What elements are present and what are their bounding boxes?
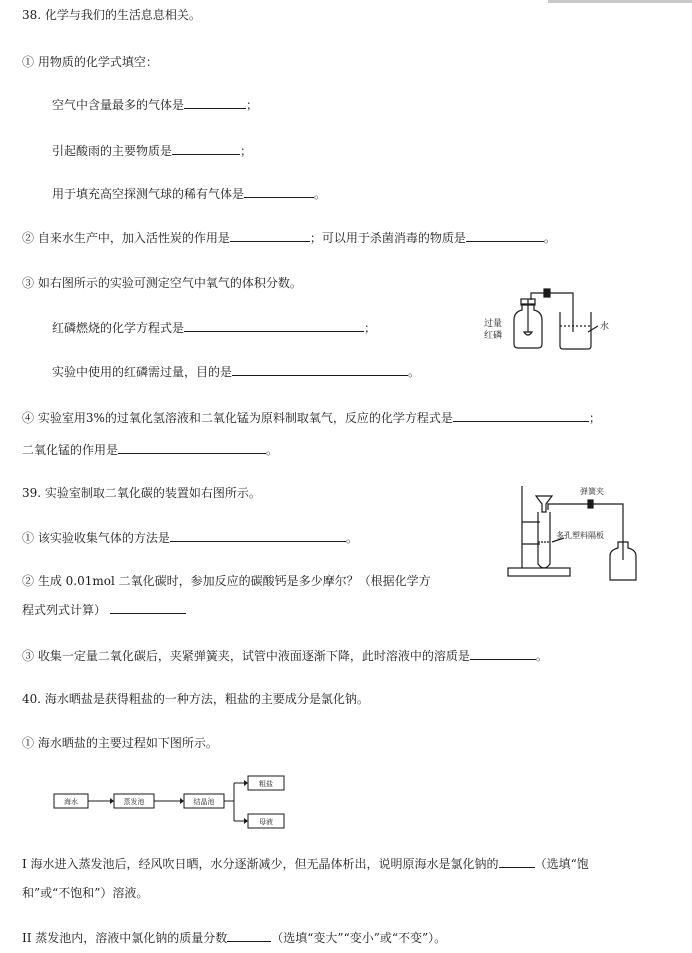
q39-part2b <box>22 602 186 617</box>
q38-part1a-text: 空气中含量最多的气体是 <box>52 98 185 112</box>
flow-label-crude-salt: 粗盐 <box>259 780 273 788</box>
punct: 。 <box>345 531 358 545</box>
q39-part2b-text: 程式列式计算） <box>22 603 107 617</box>
flow-label-mother-liquor: 母液 <box>259 818 273 826</box>
fig-label-porous-plate: 多孔塑料隔板 <box>556 531 604 540</box>
q40-partI-line1 <box>22 856 589 871</box>
q38-part3b-text: 实验中使用的红磷需过量，目的是 <box>52 365 233 379</box>
fig-label-phosphorus1: 过量 <box>484 319 503 329</box>
punct: 。 <box>543 231 556 245</box>
q38-part4b <box>22 442 278 457</box>
q40-partII <box>22 930 446 945</box>
q38-part1a <box>52 97 258 112</box>
scan-edge <box>548 0 692 3</box>
q40-partII-hint: （选填“变大”“变小”或“不变”）。 <box>271 931 447 945</box>
q39-part1-text: ① 该实验收集气体的方法是 <box>22 531 170 545</box>
q39-part2a: ② 生成 0.01mol 二氧化碳时，参加反应的碳酸钙是多少摩尔？（根据化学方 <box>22 574 431 588</box>
answer-blank[interactable] <box>470 648 536 660</box>
q38-part4a-text: ④ 实验室用3%的过氧化氢溶液和二氧化锰为原料制取氧气，反应的化学方程式是 <box>22 411 453 425</box>
fig-label-spring-clamp: 弹簧夹 <box>580 487 604 496</box>
q38-title: 38. 化学与我们的生活息息相关。 <box>22 8 201 22</box>
answer-blank[interactable] <box>232 364 408 376</box>
punct: ； <box>246 98 259 112</box>
q38-part3a <box>52 320 376 335</box>
q39-part3 <box>22 648 548 663</box>
q39-title: 39. 实验室制取二氧化碳的装置如右图所示。 <box>22 486 261 500</box>
flow-label-crystallization: 结晶池 <box>193 798 215 806</box>
punct: ； <box>588 411 601 425</box>
punct: ； <box>364 321 377 335</box>
q38-part1c <box>52 186 326 201</box>
punct: ； <box>240 144 253 158</box>
q38-part2b-text: ；可以用于杀菌消毒的物质是 <box>309 231 466 245</box>
punct: 。 <box>408 365 421 379</box>
answer-blank[interactable] <box>110 602 186 614</box>
co2-apparatus-diagram <box>506 480 646 586</box>
answer-blank[interactable] <box>230 230 310 242</box>
q38-part1b-text: 引起酸雨的主要物质是 <box>52 144 173 158</box>
punct: 。 <box>535 649 548 663</box>
q38-part3a-text: 红磷燃烧的化学方程式是 <box>52 321 185 335</box>
q38-part4a <box>22 410 601 425</box>
answer-blank[interactable] <box>499 856 535 868</box>
q40-title: 40. 海水晒盐是获得粗盐的一种方法，粗盐的主要成分是氯化钠。 <box>22 692 369 706</box>
q39-part3-text: ③ 收集一定量二氧化碳后，夹紧弹簧夹，试管中液面逐渐下降，此时溶液中的溶质是 <box>22 649 470 663</box>
q40-part1: ① 海水晒盐的主要过程如下图所示。 <box>22 736 218 750</box>
answer-blank[interactable] <box>466 230 544 242</box>
q40-partI-text: I 海水进入蒸发池后，经风吹日晒，水分逐渐减少，但无晶体析出，说明原海水是氯化钠的 <box>22 857 499 871</box>
q40-partI-line2: 和”或“不饱和”）溶液。 <box>22 886 149 900</box>
fig-label-phosphorus2: 红磷 <box>484 331 503 341</box>
salt-process-flowchart <box>48 772 298 832</box>
q40-partI-hint: （选填“饱 <box>534 857 589 871</box>
answer-blank[interactable] <box>184 320 364 332</box>
q38-part4b-text: 二氧化锰的作用是 <box>22 443 119 457</box>
answer-blank[interactable] <box>244 186 314 198</box>
fig-label-water: 水 <box>600 322 610 332</box>
answer-blank[interactable] <box>184 97 246 109</box>
q38-part1b <box>52 143 252 158</box>
answer-blank[interactable] <box>118 442 266 454</box>
q38-part3b <box>52 364 420 379</box>
q39-part1 <box>22 530 358 545</box>
q38-part1: ① 用物质的化学式填空： <box>22 55 158 69</box>
q38-part2a-text: ② 自来水生产中，加入活性炭的作用是 <box>22 231 230 245</box>
q38-part2 <box>22 230 556 245</box>
answer-blank[interactable] <box>227 930 271 942</box>
answer-blank[interactable] <box>453 410 589 422</box>
answer-blank[interactable] <box>170 530 346 542</box>
punct: 。 <box>266 443 279 457</box>
punct: 。 <box>314 187 327 201</box>
phosphorus-apparatus-diagram <box>484 282 614 354</box>
flow-label-evaporation: 蒸发池 <box>123 798 145 806</box>
q40-partII-text: II 蒸发池内，溶液中氯化钠的质量分数 <box>22 931 228 945</box>
q38-part3: ③ 如右图所示的实验可测定空气中氧气的体积分数。 <box>22 276 302 290</box>
answer-blank[interactable] <box>172 143 240 155</box>
flow-label-seawater: 海水 <box>64 798 78 806</box>
q38-part1c-text: 用于填充高空探测气球的稀有气体是 <box>52 187 245 201</box>
